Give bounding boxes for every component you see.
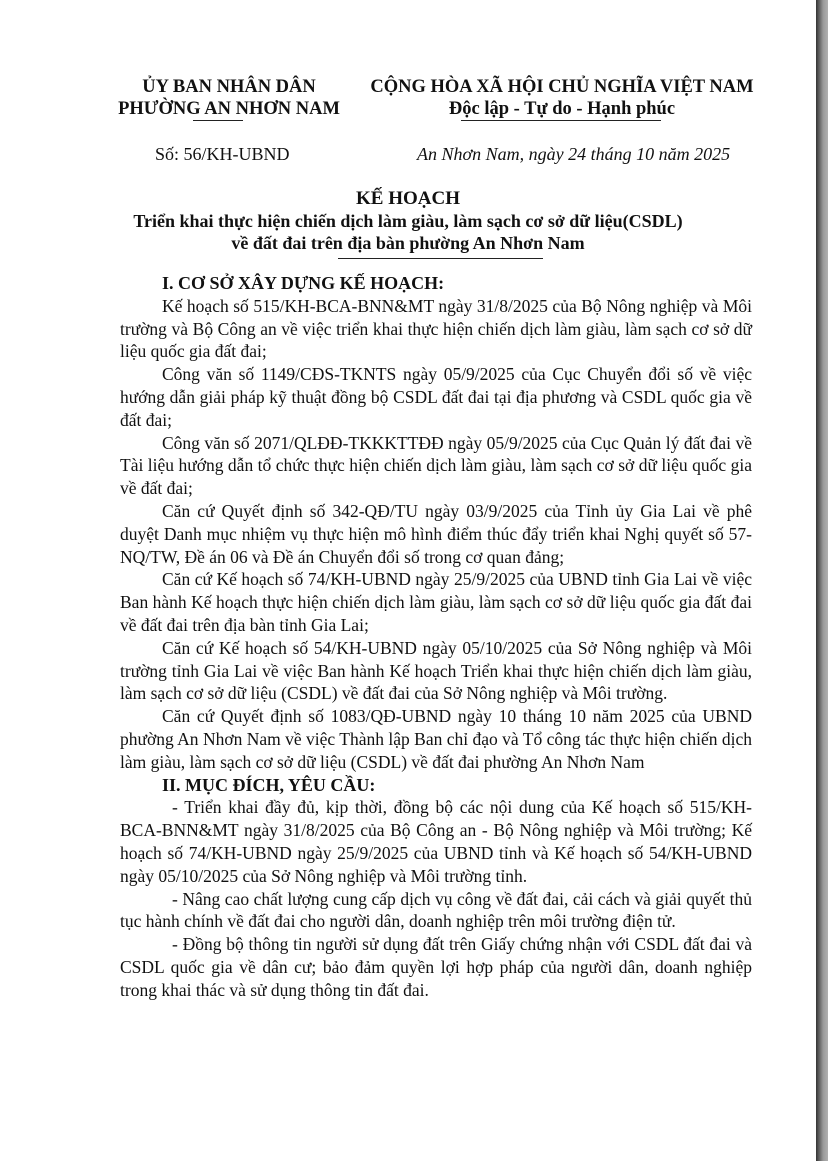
agency-underline xyxy=(193,120,243,121)
purpose-item: - Triển khai đầy đủ, kịp thời, đồng bộ các nội dung của Kế hoạch số 515/KH-BCA-BNN&MT ngày 31/8/2025 của Bộ Công an - Bộ Nông nghiệp và Môi trường; Kế hoạch số 74/KH-UBND ngày 25/9/2025 của UBND tỉnh và Kế hoạch số 54/KH-UBND ngày 05/10/2025 của Sở Nông nghiệp và Môi trường tỉnh. xyxy=(120,797,752,886)
page-edge-shadow xyxy=(816,0,828,1161)
purpose-item: - Nâng cao chất lượng cung cấp dịch vụ công về đất đai, cải cách và giải quyết thủ tục hành chính về đất đai cho người dân, doanh nghiệp trên môi trường điện tử. xyxy=(120,888,752,932)
document-type: KẾ HOẠCH xyxy=(356,188,460,209)
issuing-agency xyxy=(110,76,348,120)
nation-line-2: Độc lập - Tự do - Hạnh phúc xyxy=(448,99,676,119)
basis-paragraph: Kế hoạch số 515/KH-BCA-BNN&MT ngày 31/8/2025 của Bộ Nông nghiệp và Môi trường và Bộ Công an về việc triển khai thực hiện chiến dịch làm giàu, làm sạch cơ sở dữ liệu quốc gia đất đai; xyxy=(120,295,752,362)
document-body xyxy=(120,272,752,1002)
basis-paragraph: Công văn số 2071/QLĐĐ-TKKKTTĐĐ ngày 05/9/2025 của Cục Quản lý đất đai về Tài liệu hướng dẫn tổ chức thực hiện chiến dịch làm giàu, làm sạch cơ sở dữ liệu quốc gia về đất đai; xyxy=(120,432,752,499)
place-date: An Nhơn Nam, ngày 24 tháng 10 năm 2025 xyxy=(417,144,731,164)
basis-paragraph: Căn cứ Quyết định số 1083/QĐ-UBND ngày 10 tháng 10 năm 2025 của UBND phường An Nhơn Nam về việc Thành lập Ban chỉ đạo và Tổ công tác thực hiện chiến dịch làm giàu, làm sạch cơ sở dữ liệu (CSDL) về đất đai phường An Nhơn Nam xyxy=(120,706,752,772)
basis-paragraph: Công văn số 1149/CĐS-TKNTS ngày 05/9/2025 của Cục Chuyển đổi số về việc hướng dẫn giải pháp kỹ thuật đồng bộ CSDL đất đai tại địa phương và CSDL quốc gia về đất đai; xyxy=(120,364,752,430)
basis-paragraph: Căn cứ Kế hoạch số 74/KH-UBND ngày 25/9/2025 của UBND tỉnh Gia Lai về việc Ban hành Kế hoạch thực hiện chiến dịch làm giàu, làm sạch cơ sở dữ liệu quốc gia đất đai về đất đai trên địa bàn tỉnh Gia Lai; xyxy=(120,569,752,635)
subject-line-1: Triển khai thực hiện chiến dịch làm giàu, làm sạch cơ sở dữ liệu(CSDL) xyxy=(133,211,683,231)
purpose-item: - Đồng bộ thông tin người sử dụng đất trên Giấy chứng nhận với CSDL đất đai và CSDL quốc gia về dân cư; bảo đảm quyền lợi hợp pháp của người dân, doanh nghiệp trong khai thác và sử dụng thông tin đất đai. xyxy=(120,934,752,1000)
nation-line-1: CỘNG HÒA XÃ HỘI CHỦ NGHĨA VIỆT NAM xyxy=(370,77,754,97)
national-motto xyxy=(357,76,767,120)
motto-underline xyxy=(461,120,661,121)
basis-paragraph: Căn cứ Kế hoạch số 54/KH-UBND ngày 05/10/2025 của Sở Nông nghiệp và Môi trường tỉnh Gia Lai về việc Ban hành Kế hoạch Triển khai thực hiện chiến dịch làm giàu, làm sạch cơ sở dữ liệu (CSDL) về đất đai của Sở Nông nghiệp và Môi trường. xyxy=(120,637,752,704)
document-number: Số: 56/KH-UBND xyxy=(155,144,290,164)
basis-paragraph: Căn cứ Quyết định số 342-QĐ/TU ngày 03/9/2025 của Tỉnh ủy Gia Lai về phê duyệt Danh mục nhiệm vụ thực hiện mô hình điểm thúc đẩy triển khai Nghị quyết số 57-NQ/TW, Đề án 06 và Đề án Chuyển đổi số trong cơ quan đảng; xyxy=(120,500,752,567)
agency-line-2: PHƯỜNG AN NHƠN NAM xyxy=(118,99,340,119)
section-heading: I. CƠ SỞ XÂY DỰNG KẾ HOẠCH: xyxy=(162,273,445,293)
subject-line-2: về đất đai trên địa bàn phường An Nhơn Nam xyxy=(231,233,585,253)
title-underline xyxy=(338,258,543,259)
agency-line-1: ỦY BAN NHÂN DÂN xyxy=(142,77,316,97)
section-heading: II. MỤC ĐÍCH, YÊU CẦU: xyxy=(162,774,376,795)
